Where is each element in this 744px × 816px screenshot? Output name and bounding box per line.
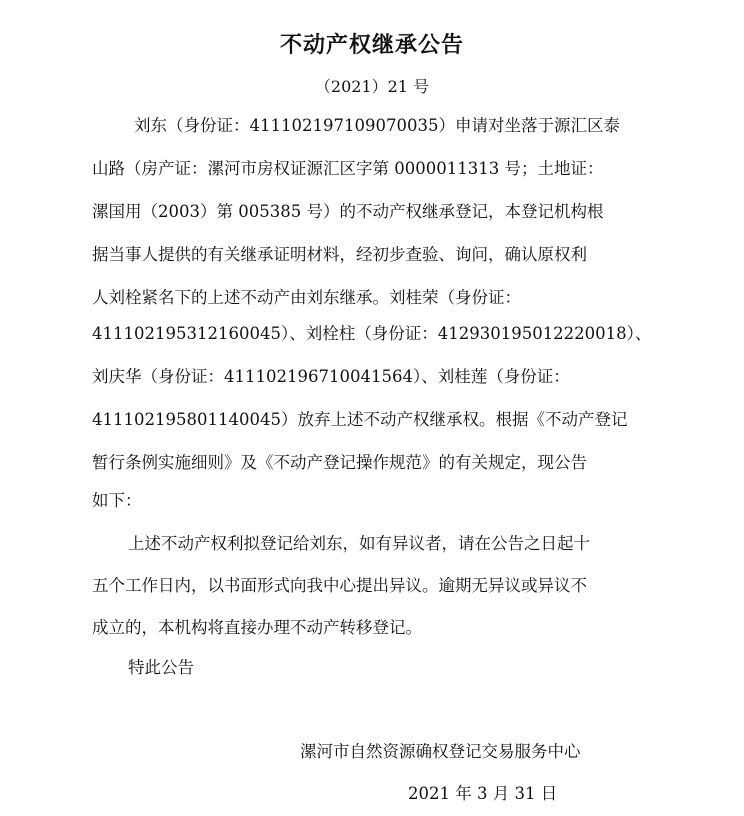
paragraph-2-line-2: 五个工作日内，以书面形式向我中心提出异议。逾期无异议或异议不 [92,576,587,595]
issue-date: 2021 年 3 月 31 日 [408,784,558,803]
paragraph-1-line-1: 刘东（身份证：411102197109070035）申请对坐落于源汇区泰 [134,116,620,135]
paragraph-1-line-5: 人刘栓紧名下的上述不动产由刘东继承。刘桂荣（身份证： [92,288,521,307]
paragraph-1-line-10: 如下： [92,491,142,510]
paragraph-1-line-4: 据当事人提供的有关继承证明材料，经初步查验、询问，确认原权利 [92,245,587,264]
paragraph-1-line-7: 刘庆华（身份证：411102196710041564）、刘桂莲（身份证： [92,367,570,386]
paragraph-2-line-3: 成立的，本机构将直接办理不动产转移登记。 [92,618,422,637]
paragraph-1-line-9: 暂行条例实施细则》及《不动产登记操作规范》的有关规定，现公告 [92,453,587,472]
document-number: （2021）21 号 [314,77,430,96]
paragraph-1-line-6: 411102195312160045）、刘栓柱（身份证：412930195012220018）、 [92,324,652,343]
paragraph-1-line-2: 山路（房产证：漯河市房权证源汇区字第 0000011313 号；土地证： [92,159,604,178]
notice-title: 不动产权继承公告 [279,32,464,58]
closing-statement: 特此公告 [128,658,194,677]
paragraph-1-line-8: 411102195801140045）放弃上述不动产权继承权。根据《不动产登记 [92,410,628,429]
paragraph-2-line-1: 上述不动产权利拟登记给刘东，如有异议者，请在公告之日起十 [128,534,590,553]
paragraph-1-line-3: 漯国用（2003）第 005385 号）的不动产权继承登记，本登记机构根 [92,202,604,221]
issuing-organization: 漯河市自然资源确权登记交易服务中心 [300,742,581,761]
